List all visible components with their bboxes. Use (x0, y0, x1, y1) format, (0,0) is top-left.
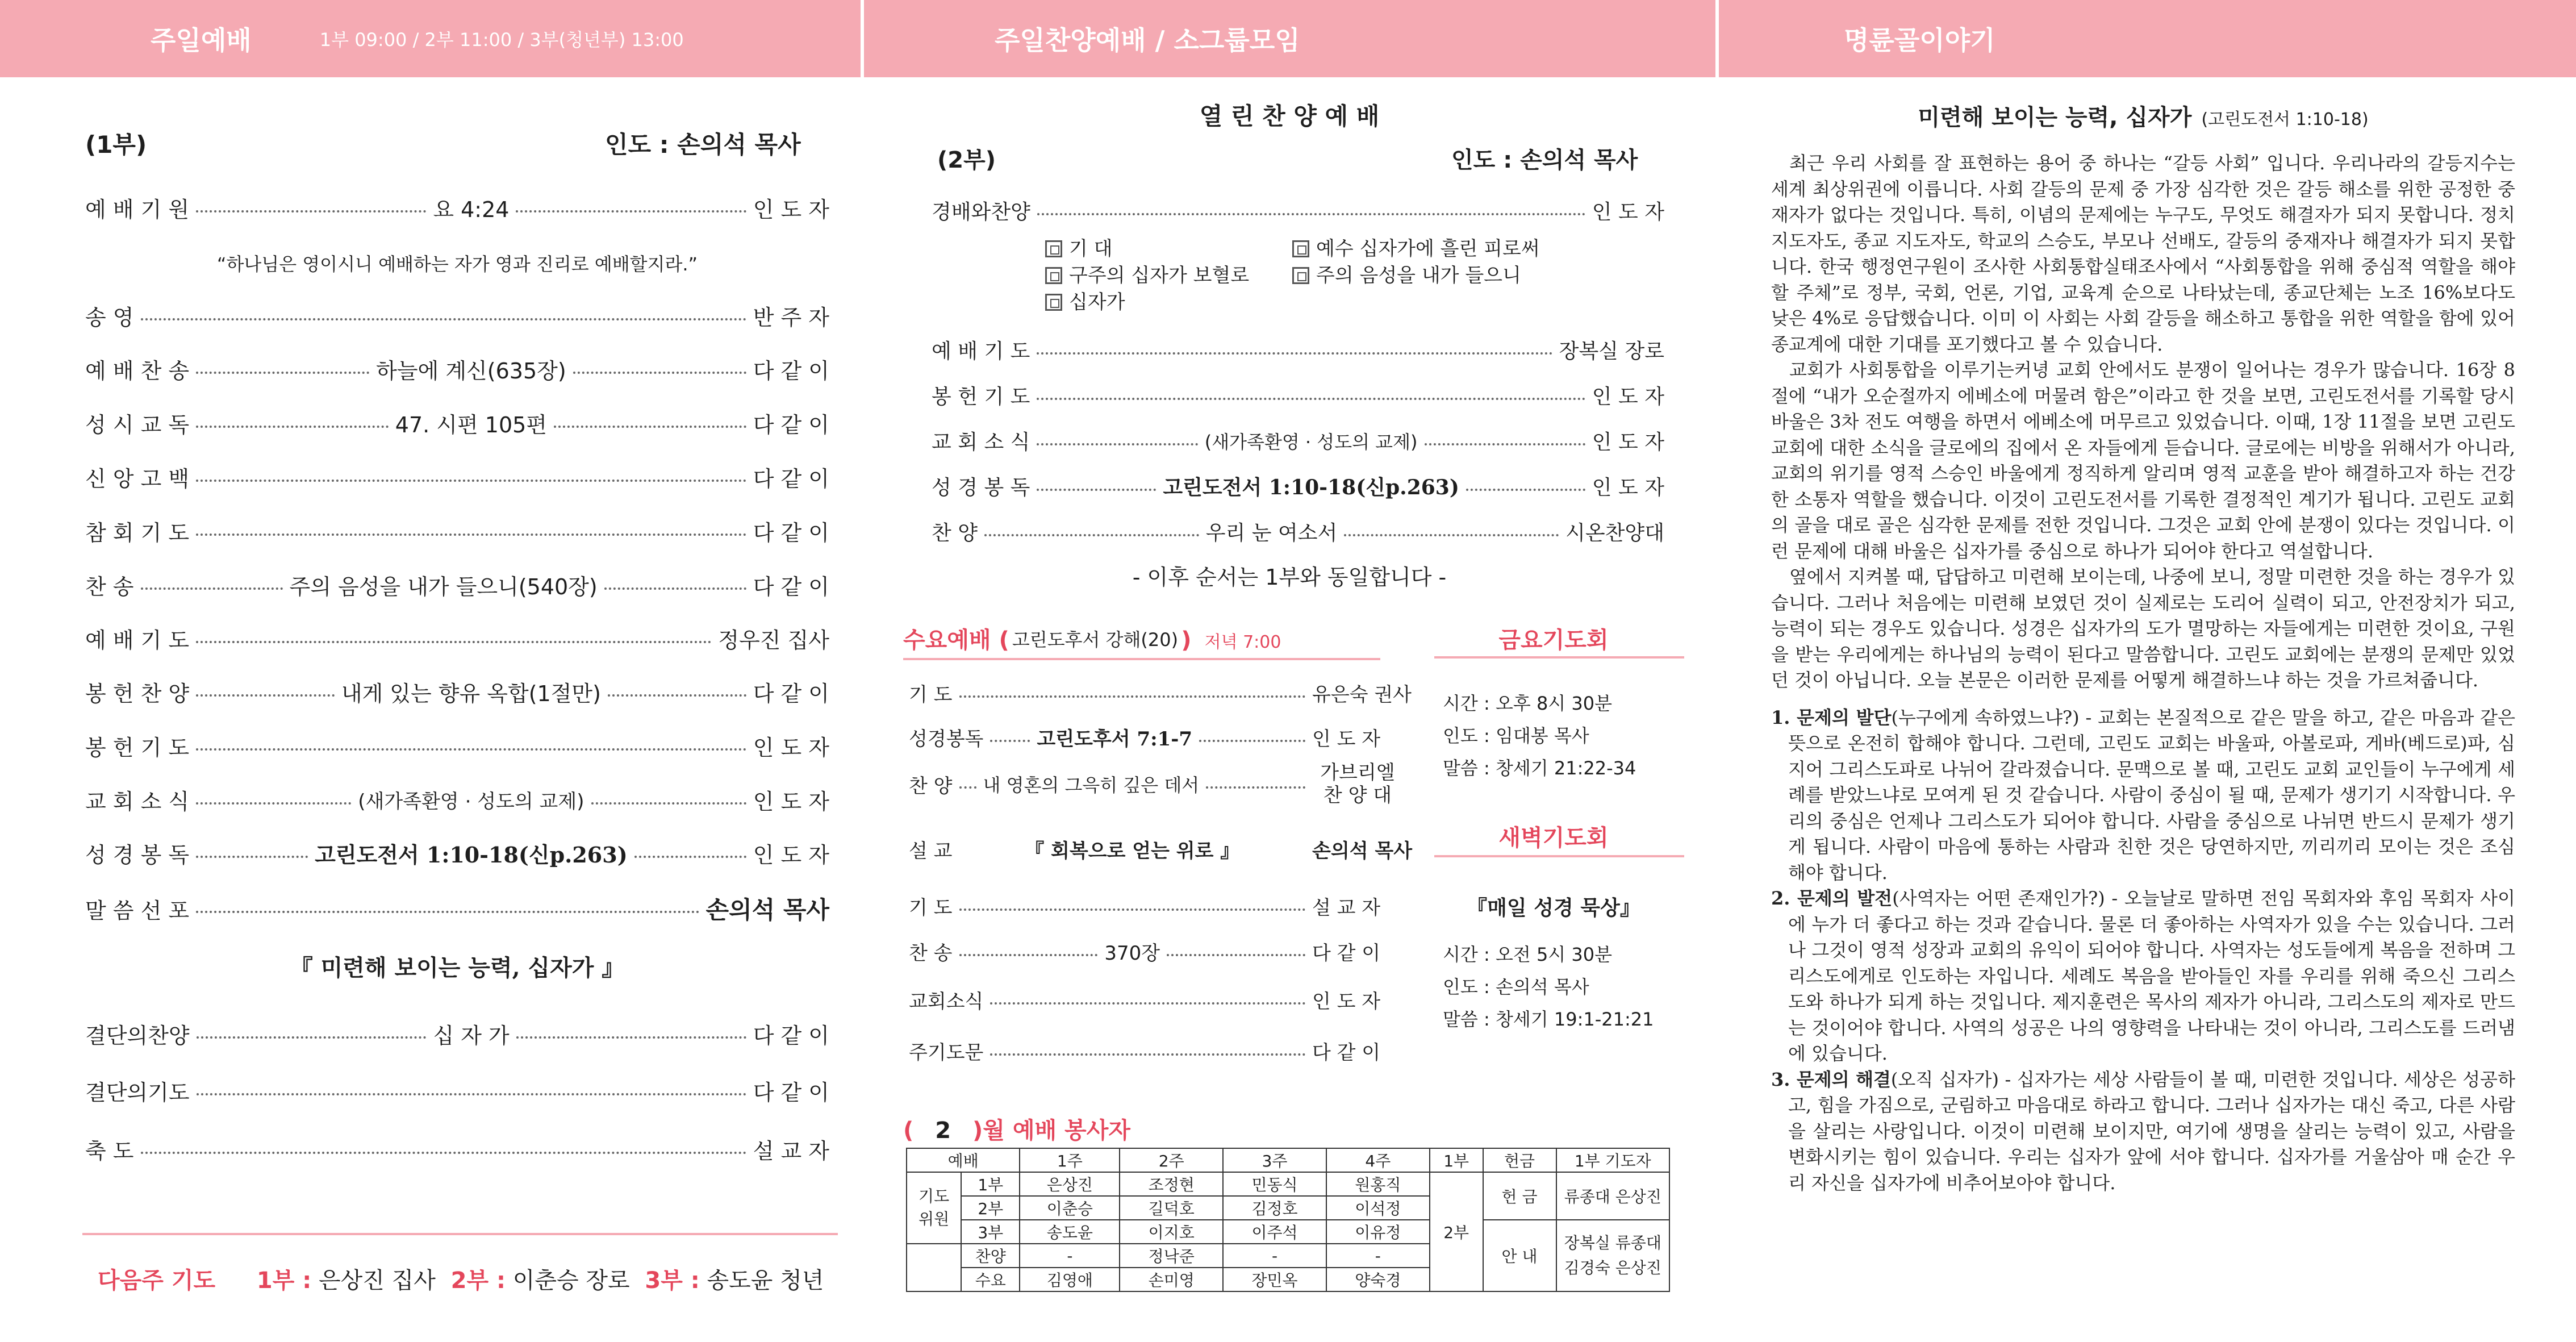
order-detail: 『 회복으로 얻는 위로 』 (1025, 840, 1240, 862)
order-person: 설 교 자 (753, 1139, 829, 1164)
service1-leader: 인도 : 손의석 목사 (605, 131, 801, 159)
table-cell: 장민옥 (1223, 1268, 1326, 1291)
order-row (85, 300, 829, 331)
table-cell: 이석정 (1326, 1196, 1430, 1220)
column-divider (1715, 0, 1719, 1342)
order-person: 시온찬양대 (1565, 522, 1664, 545)
leader-dots (554, 426, 746, 428)
order-label: 경배와찬양 (932, 201, 1030, 224)
order-person: 인 도 자 (753, 197, 829, 222)
order-person-stack (1312, 761, 1403, 807)
wed-row (909, 679, 1412, 707)
order-detail: 고린도전서 1:10-18(신p.263) (1163, 476, 1459, 499)
order-row (932, 381, 1664, 410)
table-cell: - (1223, 1244, 1326, 1268)
article-paragraph: 옆에서 지켜볼 때, 답답하고 미련해 보이는데, 나중에 보니, 정말 미련한 것을 하는 경우가 있습니다. 그러나 처음에는 미련해 보였던 것이 실제로는 도리어 실력이 되고, 안전장치가 되고, 능력이 되는 경우도 있습니다. 성경은 십자가의 도가 멸망하는 자들에게는 미련한 것이요, 구원을 받는 우리에게는 하나님의 능력이 된다고 말씀합니다. 고린도 교회에는 분쟁의 문제만 있었던 것이 아닙니다. 오늘 본문은 이러한 문제를 어떻게 해결하느냐 하는 것을 가르쳐줍니다. (1771, 566, 2515, 691)
table-cell: 김정호 (1223, 1196, 1326, 1220)
leader-dots (1037, 443, 1197, 445)
leader-dots (197, 1036, 427, 1039)
order-person: 정우진 집사 (718, 628, 829, 653)
article-point (1771, 705, 2515, 886)
order-person: 인 도 자 (1592, 431, 1664, 454)
order-detail: (새가족환영 · 성도의 교제) (358, 790, 584, 813)
order-label: 성경봉독 (909, 728, 984, 751)
order-label: 주기도문 (909, 1041, 984, 1064)
order-row (85, 837, 829, 869)
order-person: 다 같 이 (753, 1023, 830, 1048)
point-heading: 2. 문제의 발전 (1771, 887, 1893, 909)
order-person: 인 도 자 (1592, 476, 1664, 499)
order-detail: 고린도후서 7:1-7 (1037, 728, 1193, 751)
song-list (1045, 236, 1249, 316)
checkbox-icon (1292, 240, 1309, 257)
leader-dots (516, 210, 746, 212)
order-row (85, 676, 829, 707)
order-person: 찬 양 대 (1323, 784, 1392, 807)
order-row (85, 407, 829, 439)
header-title-worship: 주일예배 (151, 25, 252, 56)
volunteers-title-rest: )월 예배 봉사자 (972, 1118, 1130, 1144)
order-person: 다 같 이 (1312, 1041, 1381, 1064)
divider-line (1434, 656, 1684, 659)
leader-dots (197, 1093, 746, 1095)
table-cell: 송도윤 (1020, 1220, 1120, 1244)
volunteers-title-open: ( (903, 1118, 914, 1144)
leader-dots (1199, 740, 1305, 742)
order-label: 기 도 (909, 897, 953, 919)
table-cell: - (1020, 1244, 1120, 1268)
order-label: 성 경 봉 독 (85, 843, 190, 868)
leader-dots (984, 534, 1199, 536)
order-person: 인 도 자 (1312, 990, 1381, 1013)
table-header: 1주 (1020, 1148, 1120, 1172)
usher-label: 안 내 (1483, 1220, 1556, 1291)
order-person: 인 도 자 (753, 789, 830, 814)
order-label: 결단의기도 (85, 1080, 190, 1105)
table-cell: 양숙경 (1326, 1268, 1430, 1291)
order-row (85, 891, 829, 926)
order-detail: 우리 눈 여소서 (1205, 522, 1338, 545)
song-list (1292, 236, 1540, 289)
order-label: 예 배 찬 송 (85, 359, 190, 384)
wed-row (909, 723, 1403, 751)
table-cell: 정낙준 (1120, 1244, 1223, 1268)
order-person: 장복실 장로 (1559, 340, 1664, 363)
article-points (1771, 705, 2515, 1197)
order-detail: 요 4:24 (433, 197, 510, 222)
order-person: 인 도 자 (1312, 728, 1381, 751)
order-row (932, 472, 1664, 501)
article-paragraph: 최근 우리 사회를 잘 표현하는 용어 중 하나는 “갈등 사회” 입니다. 우리나라의 갈등지수는 세계 최상위권에 이릅니다. 사회 갈등의 문제 중 가장 심각한 것은 갈등 해소를 위한 공정한 중재자가 없다는 것입니다. 특히, 이념의 문제에는 누구도, 무엇도 해결자가 되지 못합니다. 정치 지도자도, 종교 지도자도, 학교의 스승도, 부모나 선배도, 갈등의 중재자나 해결자가 되지 못합니다. 한국 행정연구원이 조사한 사회통합실태조사에서 “사회통합을 위해 중심적 역할을 해야 할 주체”로 정부, 국회, 언론, 기업, 교육계 순으로 나타났는데, 종교단체는 노조 16%보다도 낮은 4%로 응답했습니다. 이미 이 사회는 사회 갈등을 해소하고 통합을 위한 역할을 함에 있어 종교계에 대한 기대를 포기했다고 볼 수 있습니다. (1771, 152, 2515, 355)
wed-row (909, 986, 1403, 1014)
table-cell: 손미영 (1120, 1268, 1223, 1291)
order-row (85, 1133, 829, 1165)
table-header: 3주 (1223, 1148, 1326, 1172)
dawn-details (1443, 939, 1654, 1036)
table-cell: 원홍직 (1326, 1172, 1430, 1196)
order-detail: 하늘에 계신(635장) (376, 359, 566, 384)
table-cell: 1부 (961, 1172, 1020, 1196)
order-row (85, 730, 829, 761)
leader-dots (959, 908, 1306, 911)
wed-subtitle: 고린도후서 강해(20) (1012, 629, 1179, 651)
point-text: - 십자가는 세상 사람들이 볼 때, 미련한 것입니다. 세상은 성공하고, 힘을 가짐으로, 군림하고 마음대로 하라고 합니다. 그러나 십자가는 대신 죽고, 다른 사람을 살리는 사랑입니다. 이것이 미련해 보이지만, 여기에 생명을 살리는 능력이 있고, 사람을 변화시키는 힘이 있습니다. 우리는 십자가 앞에 서야 합니다. 십자가를 거울삼아 매 순간 우리 자신을 십자가에 비추어보아야 합니다. (1788, 1068, 2515, 1194)
leader-dots (608, 694, 746, 697)
order-label: 찬 양 (909, 774, 953, 798)
wed-row (909, 761, 1403, 807)
article-title: 미련해 보이는 능력, 십자가 (1918, 105, 2192, 131)
offering-names: 류종대 은상진 (1556, 1172, 1669, 1220)
order-row (932, 517, 1664, 546)
prayer-group-label: 기도 위원 (907, 1172, 961, 1244)
table-cell (907, 1268, 961, 1291)
usher-names-1: 장복실 류종대 (1564, 1233, 1661, 1252)
wed-row (909, 1037, 1403, 1065)
article-paragraph: 교회가 사회통합을 이루기는커녕 교회 안에서도 분쟁이 일어나는 경우가 많습니다. 16장 8절에 “내가 오순절까지 에베소에 머물려 함은”이라고 한 것을 보면, 고린도전서를 기록할 당시 바울은 3차 전도 여행을 하면서 에베소에 머무르고 있었습니다. 이때, 1장 11절을 보면 고린도 교회에 대한 소식을 글로에의 집에서 온 자들에게 듣습니다. 글로에는 비방을 위해서가 아니라, 교회의 위기를 영적 스승인 바울에게 정직하게 알리며 영적 교훈을 받아 해결하고자 하는 건강한 소통자 역할을 했습니다. 이것이 고린도전서를 기록한 결정적인 계기가 됩니다. 고린도 교회의 골을 대로 골은 심각한 문제를 전한 것입니다. 그것은 교회 안에 분쟁이 있다는 것입니다. 이런 문제에 대해 바울은 십자가를 중심으로 하나가 되어야 한다고 역설합니다. (1771, 359, 2515, 562)
order-label: 예 배 기 도 (932, 340, 1030, 363)
order-person: 인 도 자 (753, 735, 829, 760)
song-title: 십자가 (1069, 291, 1125, 314)
checkbox-icon (1045, 267, 1062, 284)
next-prayer-service-3: 3부 : (645, 1268, 700, 1294)
friday-time: 시간 : 오후 8시 30분 (1443, 693, 1613, 714)
table-header: 헌금 (1483, 1148, 1556, 1172)
order-label: 봉 헌 기 도 (85, 735, 190, 760)
next-week-prayer (98, 1262, 824, 1295)
leader-dots (516, 1036, 746, 1039)
leader-dots (196, 210, 426, 212)
table-cell: 은상진 (1020, 1172, 1120, 1196)
wed-header (903, 622, 1281, 655)
order-detail: 47. 시편 105편 (395, 412, 548, 437)
table-row (907, 1220, 1669, 1244)
sermon-title: 『 미련해 보이는 능력, 십자가 』 (290, 955, 625, 981)
song-title: 주의 음성을 내가 들으니 (1316, 264, 1521, 287)
leader-dots (196, 856, 308, 858)
order-person: 손의석 목사 (705, 896, 829, 924)
article-ref: (고린도전서 1:10-18) (2201, 110, 2369, 130)
order-label: 신 앙 고 백 (85, 466, 190, 491)
order-person: 반 주 자 (753, 305, 829, 330)
leader-dots (1206, 786, 1305, 789)
point-question: (누구에게 속하였느냐?) (1891, 706, 2080, 728)
header-title-story: 명륜골이야기 (1844, 25, 1995, 56)
leader-dots (604, 587, 746, 590)
dawn-theme: 『매일 성경 묵상』 (1467, 896, 1640, 920)
table-header: 4주 (1326, 1148, 1430, 1172)
order-label: 기 도 (909, 683, 953, 706)
leader-dots (591, 802, 746, 805)
order-person: 가브리엘 (1320, 761, 1395, 784)
order-detail: 370장 (1104, 942, 1160, 965)
order-label: 예 배 기 원 (85, 197, 190, 222)
checkbox-icon (1292, 267, 1309, 284)
next-prayer-service-1: 1부 : (256, 1268, 312, 1294)
order-label: 교 회 소 식 (932, 431, 1030, 454)
song-title: 구주의 십자가 보혈로 (1069, 264, 1250, 287)
order-row (85, 1075, 829, 1106)
table-cell: 길덕호 (1120, 1196, 1223, 1220)
order-label: 말 씀 선 포 (85, 898, 190, 923)
point-heading: 3. 문제의 해결 (1771, 1068, 1891, 1090)
divider-line (82, 1233, 838, 1235)
next-prayer-name-1: 은상진 집사 (318, 1268, 436, 1294)
order-label: 결단의찬양 (85, 1023, 190, 1048)
next-prayer-service-2: 2부 : (450, 1268, 506, 1294)
leader-dots (196, 372, 369, 374)
song-item (1045, 262, 1249, 289)
header-band-worship (0, 0, 861, 77)
order-person: 다 같 이 (753, 412, 829, 437)
wed-title-close: ) (1181, 627, 1192, 653)
order-row (85, 515, 829, 547)
wed-title: 수요예배 ( (903, 627, 1009, 653)
order-label: 교 회 소 식 (85, 789, 190, 814)
article-heading (1771, 99, 2515, 132)
usher-names-2: 김경숙 은상진 (1564, 1258, 1661, 1277)
offering-label: 헌 금 (1483, 1172, 1556, 1220)
order-label: 설 교 (909, 840, 953, 862)
order-label: 참 회 기 도 (85, 520, 190, 545)
order-label: 찬 양 (932, 522, 978, 545)
leader-dots (990, 740, 1030, 742)
table-row (907, 1172, 1669, 1196)
leader-dots (141, 318, 746, 320)
leader-dots (1344, 534, 1559, 536)
order-person: 다 같 이 (753, 520, 829, 545)
service2-footer: - 이후 순서는 1부와 동일합니다 - (1132, 565, 1447, 590)
table-cell (907, 1244, 961, 1268)
leader-dots (196, 911, 699, 913)
next-prayer-label: 다음주 기도 (98, 1268, 216, 1294)
order-person: 설 교 자 (1312, 897, 1381, 919)
order-detail: 십 자 가 (433, 1023, 510, 1048)
order-label: 찬 송 (909, 942, 953, 965)
divider-line (1434, 855, 1684, 857)
order-row (932, 196, 1664, 225)
point-question: (오직 십자가) (1890, 1068, 1999, 1090)
table-cell: 2부 (961, 1196, 1020, 1220)
service2-title: 열 린 찬 양 예 배 (1199, 102, 1380, 130)
order-person: 다 같 이 (753, 359, 830, 384)
leader-dots (196, 534, 746, 536)
leader-dots (196, 694, 335, 697)
service-2-label: 2부 (1430, 1172, 1483, 1291)
order-row (85, 784, 829, 815)
leader-dots (990, 1002, 1305, 1005)
order-row (85, 353, 829, 385)
order-detail: (새가족환영 · 성도의 교제) (1204, 431, 1418, 453)
table-cell: 3부 (961, 1220, 1020, 1244)
order-person: 다 같 이 (753, 574, 830, 599)
order-detail: 내게 있는 향유 옥합(1절만) (341, 681, 601, 706)
leader-dots (1037, 352, 1552, 355)
friday-word: 말씀 : 창세기 21:22-34 (1443, 757, 1636, 779)
order-person: 다 같 이 (753, 681, 829, 706)
order-row (932, 335, 1664, 364)
order-row (932, 426, 1664, 455)
wed-row (909, 937, 1403, 965)
table-cell: 조정현 (1120, 1172, 1223, 1196)
service1-label: (1부) (85, 131, 147, 159)
friday-title: 금요기도회 (1498, 627, 1609, 653)
order-detail: 내 영혼의 그윽히 깊은 데서 (983, 774, 1200, 796)
dawn-title: 새벽기도회 (1498, 825, 1609, 851)
scripture-quote: “하나님은 영이시니 예배하는 자가 영과 진리로 예배할지라.” (216, 253, 698, 275)
checkbox-icon (1045, 294, 1062, 311)
leader-dots (1167, 954, 1305, 956)
table-cell: 이춘승 (1020, 1196, 1120, 1220)
leader-dots (196, 480, 746, 482)
order-label: 축 도 (85, 1139, 134, 1164)
header-title-evening: 주일찬양예배 / 소그룹모임 (995, 25, 1300, 56)
order-label: 봉 헌 기 도 (932, 385, 1030, 409)
order-detail: 주의 음성을 내가 들으니(540장) (289, 574, 598, 599)
order-person: 다 같 이 (1312, 942, 1381, 965)
order-label: 성 경 봉 독 (932, 476, 1030, 499)
header-band-story (1719, 0, 2576, 77)
leader-dots (634, 856, 746, 858)
table-cell: 수요 (961, 1268, 1020, 1291)
leader-dots (1466, 489, 1585, 491)
header-worship-times: 1부 09:00 / 2부 11:00 / 3부(청년부) 13:00 (319, 29, 684, 51)
order-row (85, 623, 829, 654)
order-label: 예 배 기 도 (85, 628, 190, 653)
table-header: 1부 기도자 (1556, 1148, 1669, 1172)
table-header: 1부 (1430, 1148, 1483, 1172)
song-item (1292, 236, 1540, 262)
wed-row (909, 835, 1413, 863)
article-point (1771, 1067, 2515, 1197)
table-cell: 이주석 (1223, 1220, 1326, 1244)
leader-dots (1037, 398, 1585, 400)
volunteers-title (903, 1112, 1130, 1145)
order-person: 유은숙 권사 (1312, 683, 1412, 706)
order-label: 찬 송 (85, 574, 134, 599)
song-item (1045, 289, 1249, 316)
leader-dots (196, 641, 711, 643)
table-cell: 김영애 (1020, 1268, 1120, 1291)
article-point (1771, 886, 2515, 1067)
order-label: 송 영 (85, 305, 134, 330)
order-person: 인 도 자 (1592, 385, 1664, 409)
leader-dots (959, 786, 976, 789)
leader-dots (196, 802, 351, 805)
order-detail: 고린도전서 1:10-18(신p.263) (315, 842, 628, 868)
next-prayer-name-3: 송도윤 청년 (707, 1268, 824, 1294)
column-divider (861, 0, 864, 1342)
order-row (85, 461, 829, 493)
dawn-leader: 인도 : 손의석 목사 (1443, 976, 1589, 998)
wed-row (909, 892, 1403, 920)
point-text: - 오늘날로 말하면 전임 목회자와 후임 목회자 사이에 누가 더 좋다고 하는 것과 같습니다. 물론 더 좋아하는 사역자가 있을 수는 있습니다. 그러나 그것이 영적 성장과 교회의 유익이 되어야 합니다. 사역자는 성도들에게 복음을 전하며 그리스도에게로 인도하는 자입니다. 세례도 복음을 받아들인 자를 우리를 위해 죽으신 그리스도와 하나가 되게 하는 것입니다. 제지훈련은 목사의 제자가 아니라, 그리스도의 제자로 만드는 것이어야 합니다. 사역의 성공은 나의 영향력을 나타내는 것이 아니라, 그리스도를 드러냄에 있습니다. (1788, 887, 2515, 1064)
leader-dots (141, 587, 283, 590)
usher-names (1556, 1220, 1669, 1291)
table-header: 2주 (1120, 1148, 1223, 1172)
leader-dots (196, 748, 746, 751)
table-row (907, 1148, 1669, 1172)
header-band-evening (864, 0, 1715, 77)
point-text: - 교회는 본질적으로 같은 말을 하고, 같은 마음과 같은 뜻으로 온전히 합해야 합니다. 그런데, 고린도 교회는 바울파, 아볼로파, 게바(베드로)파, 심지어 그리스도파로 나뉘어 갈라졌습니다. 문맥으로 볼 때, 고린도 교회 교인들이 누구에게 세례를 받았느냐로 모여게 된 것 같습니다. 사람이 중심이 될 때, 문제가 생기기 시작합니다. 우리의 중심은 언제나 그리스도가 되어야 합니다. 사람을 중심으로 나뉘면 반드시 문제가 생기게 됩니다. 사람이 마음에 통하는 사람과 친한 것은 당연하지만, 끼리끼리 모이는 것은 조심해야 합니다. (1788, 706, 2516, 883)
leader-dots (1037, 489, 1156, 491)
divider-line (903, 658, 1380, 660)
order-person: 다 같 이 (753, 466, 829, 491)
volunteers-month: 2 (935, 1118, 951, 1144)
leader-dots (1037, 213, 1585, 215)
table-header: 예배 (907, 1148, 1020, 1172)
song-title: 기 대 (1069, 237, 1113, 260)
table-cell: 찬양 (961, 1244, 1020, 1268)
order-person: 인 도 자 (1592, 201, 1664, 224)
order-person: 다 같 이 (753, 1080, 829, 1105)
order-label: 성 시 교 독 (85, 412, 190, 437)
leader-dots (1425, 443, 1585, 445)
point-question: (사역자는 어떤 존재인가?) (1892, 887, 2105, 909)
friday-leader: 인도 : 임대봉 목사 (1443, 725, 1589, 747)
song-title: 예수 십자가에 흘린 피로써 (1316, 237, 1540, 260)
order-row (85, 1018, 829, 1049)
checkbox-icon (1045, 240, 1062, 257)
dawn-word: 말씀 : 창세기 19:1-21:21 (1443, 1008, 1654, 1030)
leader-dots (141, 1152, 746, 1154)
service2-label: (2부) (937, 147, 996, 173)
table-cell: 이유정 (1326, 1220, 1430, 1244)
volunteers-table (906, 1148, 1670, 1292)
order-row (85, 569, 829, 601)
order-label: 봉 헌 찬 양 (85, 681, 190, 706)
article-body (1771, 151, 2515, 1196)
table-cell: - (1326, 1244, 1430, 1268)
leader-dots (990, 1053, 1305, 1056)
song-item (1045, 236, 1249, 262)
table-cell: 이지호 (1120, 1220, 1223, 1244)
friday-details (1443, 687, 1636, 785)
point-heading: 1. 문제의 발단 (1771, 706, 1892, 728)
leader-dots (196, 426, 389, 428)
leader-dots (959, 954, 1098, 956)
wed-time: 저녁 7:00 (1204, 632, 1281, 652)
order-label: 교회소식 (909, 990, 984, 1013)
table-cell: 민동식 (1223, 1172, 1326, 1196)
service2-leader: 인도 : 손의석 목사 (1451, 147, 1638, 173)
leader-dots (573, 372, 746, 374)
order-person: 손의석 목사 (1312, 840, 1413, 862)
leader-dots (959, 695, 1306, 698)
order-row (85, 192, 829, 223)
song-item (1292, 262, 1540, 289)
dawn-time: 시간 : 오전 5시 30분 (1443, 944, 1613, 965)
next-prayer-name-2: 이춘승 장로 (512, 1268, 630, 1294)
order-person: 인 도 자 (753, 843, 829, 868)
